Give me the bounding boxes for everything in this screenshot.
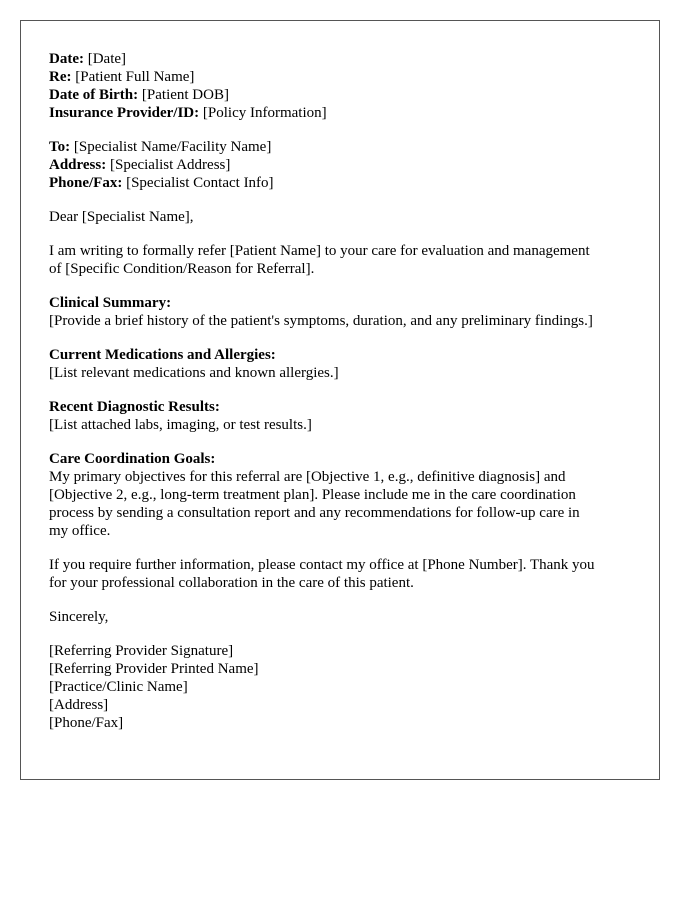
spacer xyxy=(49,382,639,398)
address-value: [Specialist Address] xyxy=(109,157,231,173)
spacer xyxy=(49,278,639,294)
date-line xyxy=(49,50,639,68)
re-label: Re: xyxy=(49,69,72,85)
to-value: [Specialist Name/Facility Name] xyxy=(73,139,272,155)
spacer xyxy=(49,330,639,346)
clinical-summary-body: [Provide a brief history of the patient's symptoms, duration, and any preliminary findings.] xyxy=(49,313,593,329)
letter-page xyxy=(20,20,660,780)
phone-value: [Specialist Contact Info] xyxy=(126,175,274,191)
care-goals-line-1: My primary objectives for this referral are [Objective 1, e.g., definitive diagnosis] and xyxy=(49,469,566,485)
spacer xyxy=(49,434,639,450)
medications-heading: Current Medications and Allergies: xyxy=(49,347,276,363)
medications-body: [List relevant medications and known allergies.] xyxy=(49,365,339,381)
care-goals-heading: Care Coordination Goals: xyxy=(49,451,216,467)
re-line xyxy=(49,68,639,86)
insurance-label: Insurance Provider/ID: xyxy=(49,105,200,121)
dob-line xyxy=(49,86,639,104)
clinical-summary-heading: Clinical Summary: xyxy=(49,295,172,311)
sign-off: Sincerely, xyxy=(49,609,109,625)
intro-line-2: of [Specific Condition/Reason for Referral]. xyxy=(49,261,315,277)
spacer xyxy=(49,226,639,242)
care-goals-line-2: [Objective 2, e.g., long-term treatment plan]. Please include me in the care coordination xyxy=(49,487,576,503)
phone-label: Phone/Fax: xyxy=(49,175,123,191)
diagnostics-heading: Recent Diagnostic Results: xyxy=(49,399,220,415)
spacer xyxy=(49,540,639,556)
diagnostics-body: [List attached labs, imaging, or test results.] xyxy=(49,417,312,433)
insurance-line xyxy=(49,104,639,122)
to-label: To: xyxy=(49,139,71,155)
signature-line: [Referring Provider Signature] xyxy=(49,643,234,659)
address-line xyxy=(49,156,639,174)
to-line xyxy=(49,138,639,156)
insurance-value: [Policy Information] xyxy=(202,105,327,121)
date-value: [Date] xyxy=(87,51,127,67)
spacer xyxy=(49,626,639,642)
practice-name-line: [Practice/Clinic Name] xyxy=(49,679,188,695)
spacer xyxy=(49,122,639,138)
care-goals-line-4: my office. xyxy=(49,523,111,539)
spacer xyxy=(49,192,639,208)
dob-label: Date of Birth: xyxy=(49,87,139,103)
date-label: Date: xyxy=(49,51,84,67)
re-value: [Patient Full Name] xyxy=(75,69,195,85)
practice-address-line: [Address] xyxy=(49,697,109,713)
care-goals-line-3: process by sending a consultation report and any recommendations for follow-up care in xyxy=(49,505,580,521)
closing-line-2: for your professional collaboration in the care of this patient. xyxy=(49,575,414,591)
address-label: Address: xyxy=(49,157,107,173)
salutation: Dear [Specialist Name], xyxy=(49,209,194,225)
closing-line-1: If you require further information, please contact my office at [Phone Number]. Thank you xyxy=(49,557,595,573)
practice-phone-line: [Phone/Fax] xyxy=(49,715,124,731)
phone-line xyxy=(49,174,639,192)
dob-value: [Patient DOB] xyxy=(141,87,229,103)
intro-line-1: I am writing to formally refer [Patient Name] to your care for evaluation and management xyxy=(49,243,590,259)
printed-name-line: [Referring Provider Printed Name] xyxy=(49,661,259,677)
spacer xyxy=(49,592,639,608)
letter-content xyxy=(49,50,639,732)
